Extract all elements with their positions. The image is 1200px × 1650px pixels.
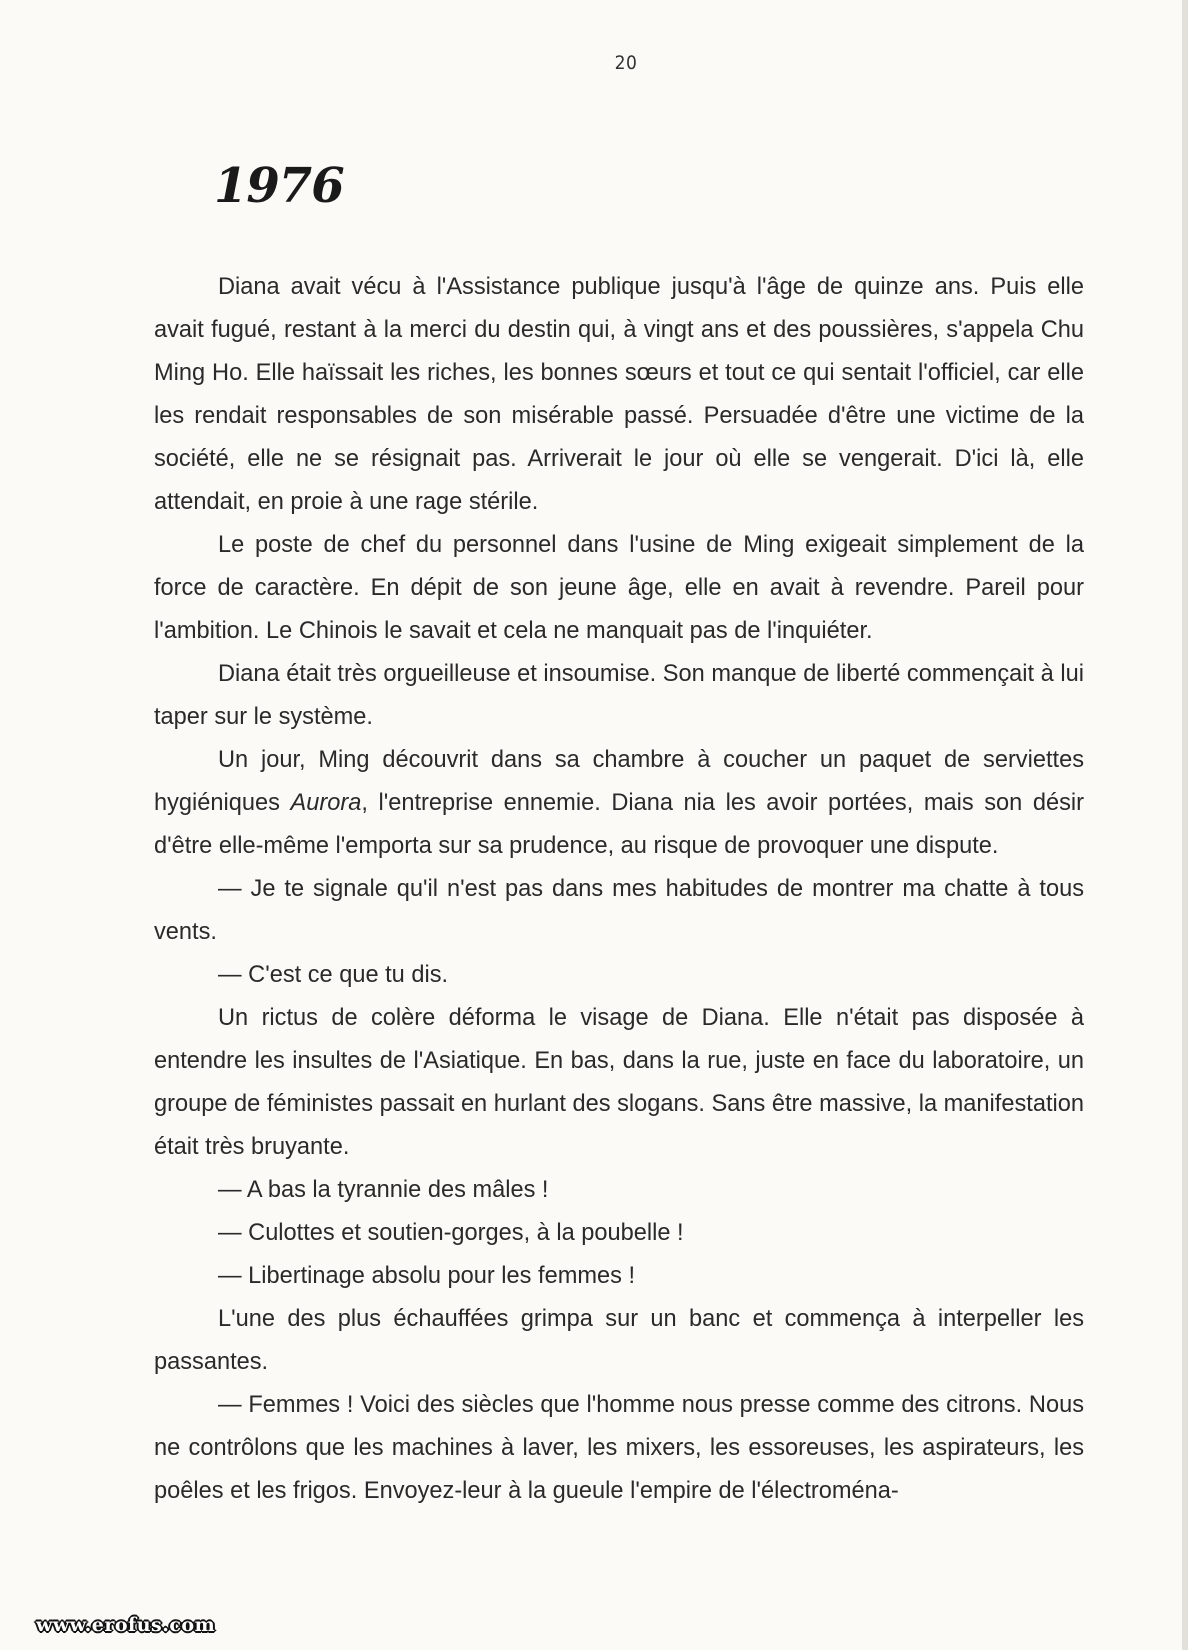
page-number: 20 [614,52,638,74]
speech-paragraph: — Femmes ! Voici des siècles que l'homme nous presse comme des citrons. Nous ne contrôlons que les machines à laver, les mixers, les essoreuses, les aspirateurs, les poêles et les frigos. Envoyez-leur à la gueule l'empire de l'électroména- [154,1392,1084,1504]
dialogue-line-1: — Je te signale qu'il n'est pas dans mes habitudes de montrer ma chatte à tous vents. [154,876,1084,945]
slogan-1: — A bas la tyrannie des mâles ! [218,1177,549,1203]
paragraph-4 [154,739,1084,868]
body-text [154,266,1084,1513]
paragraph-4-text-start: Un jour, Ming découvrit dans sa chambre à coucher un paquet de serviettes hygiéniques [154,747,1084,816]
dialogue-line-2: — C'est ce que tu dis. [218,962,449,988]
paragraph-4-text-end: , l'entreprise ennemie. Diana nia les avoir portées, mais son désir d'être elle-même l'emporta sur sa prudence, au risque de provoquer une dispute. [154,790,1084,859]
slogan-3: — Libertinage absolu pour les femmes ! [218,1263,636,1289]
paragraph-2: Le poste de chef du personnel dans l'usine de Ming exigeait simplement de la force de caractère. En dépit de son jeune âge, elle en avait à revendre. Pareil pour l'ambition. Le Chinois le savait et cela ne manquait pas de l'inquiéter. [154,532,1084,644]
watermark-link[interactable]: www.erofus.com [36,1614,216,1636]
brand-name-aurora: Aurora [290,790,362,816]
paragraph-6: L'une des plus échauffées grimpa sur un banc et commença à interpeller les passantes. [154,1306,1084,1375]
paragraph-3: Diana était très orgueilleuse et insoumise. Son manque de liberté commençait à lui taper sur le système. [154,661,1084,730]
paragraph-1: Diana avait vécu à l'Assistance publique jusqu'à l'âge de quinze ans. Puis elle avait fugué, restant à la merci du destin qui, à vingt ans et des poussières, s'appela Chu Ming Ho. Elle haïssait les riches, les bonnes sœurs et tout ce qui sentait l'officiel, car elle les rendait responsables de son misérable passé. Persuadée d'être une victime de la société, elle ne se résignait pas. Arriverait le jour où elle se vengerait. D'ici là, elle attendait, en proie à une rage stérile. [154,274,1084,515]
slogan-2: — Culottes et soutien-gorges, à la poubelle ! [218,1220,684,1246]
paragraph-5: Un rictus de colère déforma le visage de Diana. Elle n'était pas disposée à entendre les insultes de l'Asiatique. En bas, dans la rue, juste en face du laboratoire, un groupe de féministes passait en hurlant des slogans. Sans être massive, la manifestation était très bruyante. [154,1005,1084,1160]
chapter-title: 1976 [214,158,344,214]
